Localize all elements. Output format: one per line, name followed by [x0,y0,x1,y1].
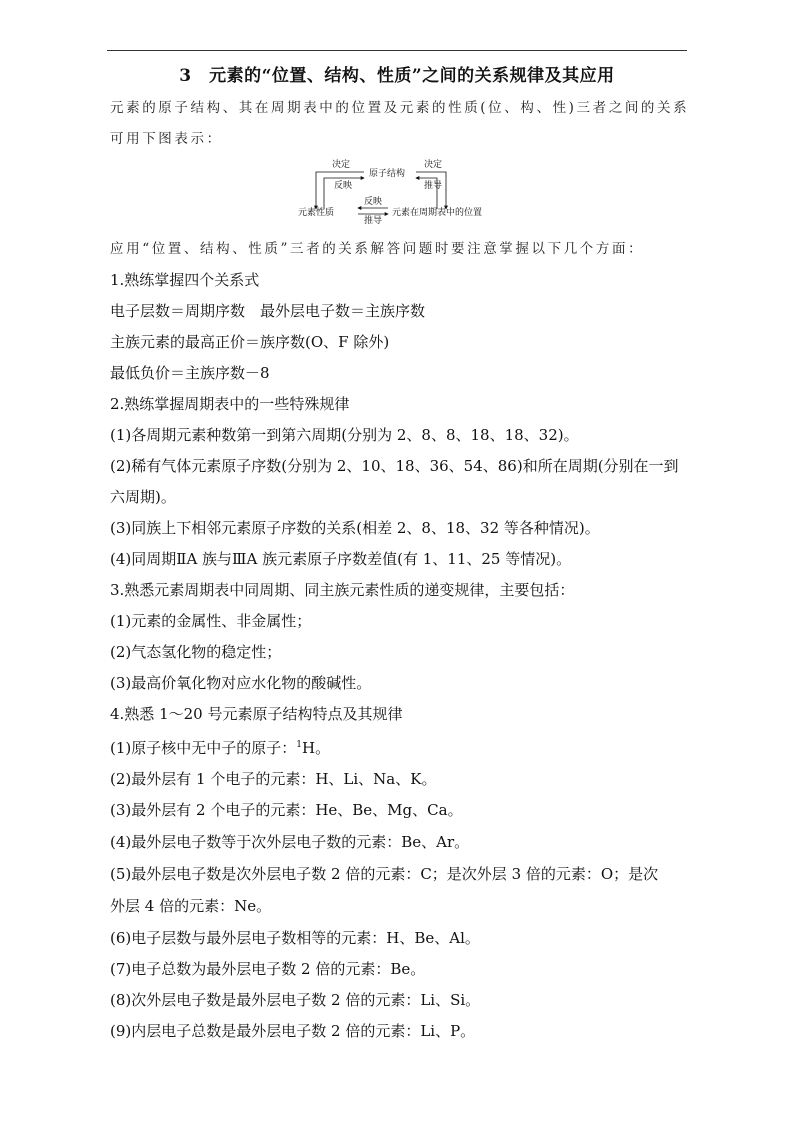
isotope-mass-number: 1 [296,740,302,750]
section-4-item-1-prefix: (1)原子核中无中子的原子： [110,739,297,757]
section-3-item: (1)元素的金属性、非金属性； [110,612,312,630]
section-1-item: 电子层数＝周期序数 最外层电子数＝主族序数 [110,302,426,320]
label-top-right-derive: 推导 [424,181,443,191]
page-title: 3 元素的“位置、结构、性质”之间的关系规律及其应用 [179,66,615,86]
label-top-left-reflect: 反映 [334,181,353,191]
section-4-item-1-suffix: H。 [301,739,331,757]
node-atomic-structure: 原子结构 [369,169,406,179]
section-1-heading: 1.熟练掌握四个关系式 [110,271,260,289]
section-4-item: (9)内层电子总数是最外层电子数 2 倍的元素：Li、P。 [110,1022,476,1040]
node-element-property: 元素性质 [298,208,335,218]
section-2-item: (2)稀有气体元素原子序数(分别为 2、10、18、36、54、86)和所在周期(分别在一到 [110,457,679,475]
section-3-item: (3)最高价氧化物对应水化物的酸碱性。 [110,674,372,692]
relationship-diagram [296,157,506,225]
section-2-item: 六周期)。 [110,488,176,506]
label-bottom-reflect: 反映 [364,197,383,207]
section-2-item: (3)同族上下相邻元素原子序数的关系(相差 2、8、18、32 等各种情况)。 [110,519,600,537]
section-1-item: 最低负价＝主族序数－8 [110,364,270,382]
section-4-item [110,738,330,758]
section-1-item: 主族元素的最高正价＝族序数(O、F 除外) [110,333,390,351]
label-bottom-derive: 推导 [364,216,383,225]
section-4-item: (5)最外层电子数是次外层电子数 2 倍的元素：C；是次外层 3 倍的元素：O；是次 [110,865,659,883]
section-4-item: 外层 4 倍的元素：Ne。 [110,897,272,915]
section-4-item: (3)最外层有 2 个电子的元素：He、Be、Mg、Ca。 [110,801,463,819]
label-top-left-decide: 决定 [332,160,351,170]
node-periodic-position: 元素在周期表中的位置 [392,208,483,218]
section-2-heading: 2.熟练掌握周期表中的一些特殊规律 [110,395,350,413]
intro-line-1: 元素的原子结构、其在周期表中的位置及元素的性质(位、构、性)三者之间的关系 [110,100,690,116]
application-intro: 应用“位置、结构、性质”三者的关系解答问题时要注意掌握以下几个方面： [110,241,645,257]
header-rule [107,50,687,51]
section-2-item: (1)各周期元素种数第一到第六周期(分别为 2、8、8、18、18、32)。 [110,426,579,444]
section-2-item: (4)同周期ⅡA 族与ⅢA 族元素原子序数差值(有 1、11、25 等情况)。 [110,550,572,568]
section-3-heading: 3.熟悉元素周期表中同周期、同主族元素性质的递变规律，主要包括： [110,581,575,599]
section-4-item: (8)次外层电子数是最外层电子数 2 倍的元素：Li、Si。 [110,991,481,1009]
section-4-item: (6)电子层数与最外层电子数相等的元素：H、Be、Al。 [110,929,480,947]
section-4-item: (4)最外层电子数等于次外层电子数的元素：Be、Ar。 [110,833,470,851]
section-4-item: (2)最外层有 1 个电子的元素：H、Li、Na、K。 [110,770,437,788]
section-3-item: (2)气态氢化物的稳定性； [110,643,282,661]
section-4-item: (7)电子总数为最外层电子数 2 倍的元素：Be。 [110,960,426,978]
intro-line-2: 可用下图表示： [110,131,223,147]
section-4-heading: 4.熟悉 1～20 号元素原子结构特点及其规律 [110,705,403,723]
label-top-right-decide: 决定 [424,160,443,170]
